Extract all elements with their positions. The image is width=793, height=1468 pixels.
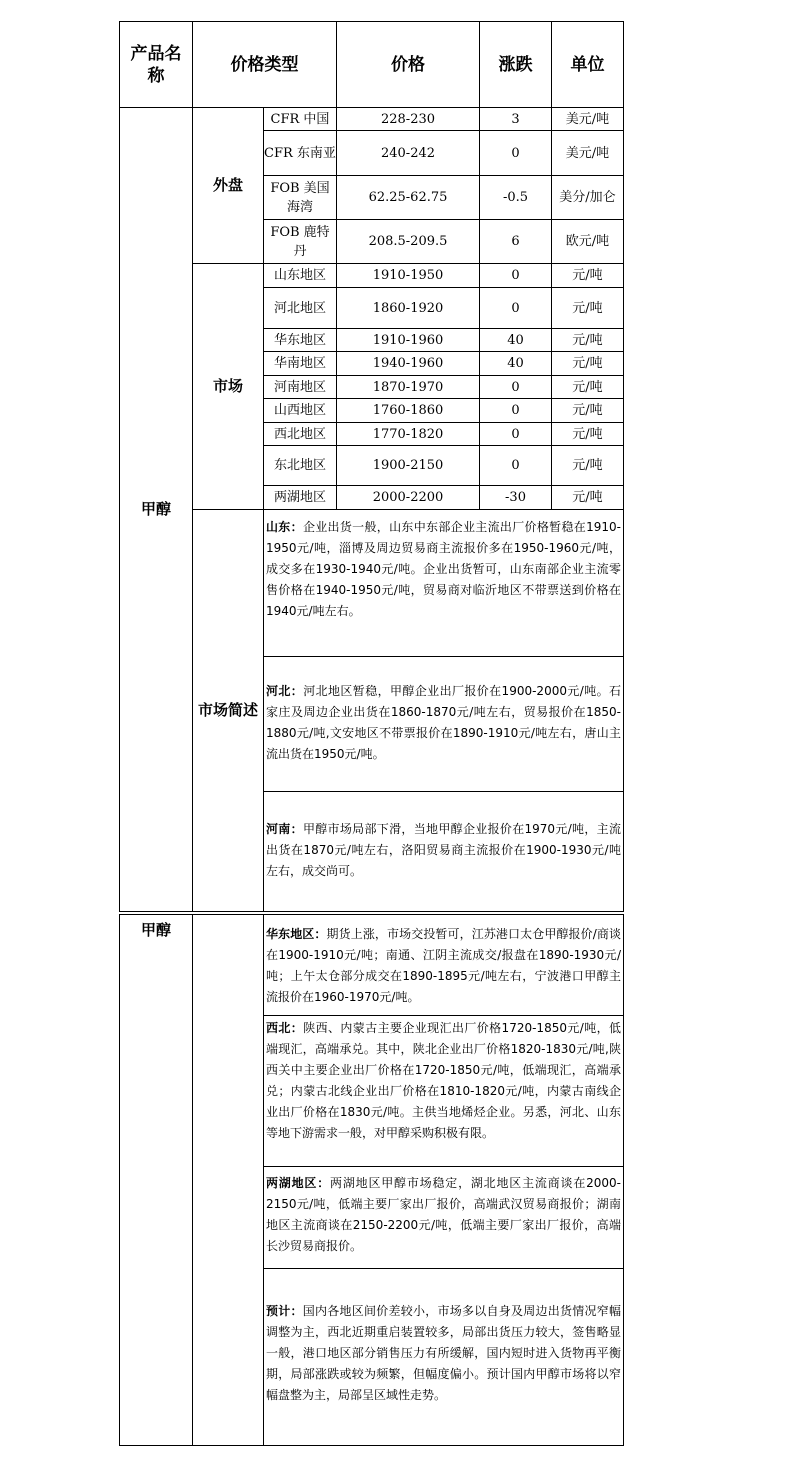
market-row-unit: 元/吨 <box>572 403 603 418</box>
brief-shandong <box>264 517 623 622</box>
market-row-unit: 元/吨 <box>572 426 603 442</box>
market-row-unit: 元/吨 <box>572 332 603 348</box>
brief-forecast <box>264 1301 623 1406</box>
group-market: 市场 <box>212 377 243 395</box>
brief-hebei <box>264 681 623 765</box>
outer-row-change: 6 <box>511 234 520 249</box>
market-row-name: 河北地区 <box>273 300 326 316</box>
market-row-unit: 元/吨 <box>572 458 603 473</box>
header-price-type: 价格类型 <box>230 54 299 75</box>
brief-northwest <box>264 1018 623 1144</box>
market-row-price: 1940-1960 <box>372 356 444 371</box>
market-row-change: 0 <box>511 379 520 395</box>
brief-text: 河北地区暂稳，甲醇企业出厂报价在1900-2000元/吨。石家庄及周边企业出货在1860-1870元/吨左右，贸易报价在1850-1880元/吨,文安地区不带票报价在1890-1910元/吨左右，唐山主流出货在1950元/吨。 <box>266 684 621 761</box>
outer-row-unit: 美元/吨 <box>565 145 610 161</box>
outer-row-change: 0 <box>511 145 520 161</box>
brief-label: 河南： <box>266 822 303 836</box>
outer-row-price: 208.5-209.5 <box>368 234 448 249</box>
market-row-change: 0 <box>511 268 520 283</box>
market-row-price: 2000-2200 <box>372 490 444 505</box>
outer-row-unit: 美元/吨 <box>565 111 610 127</box>
outer-row-name: CFR 中国 <box>270 111 330 127</box>
market-row-unit: 元/吨 <box>572 490 603 505</box>
brief-text: 两湖地区甲醇市场稳定，湖北地区主流商谈在2000-2150元/吨，低端主要厂家出厂报价，高端武汉贸易商报价；湖南地区主流商谈在2150-2200元/吨，低端主要厂家出厂报价，高端长沙贸易商报价。 <box>266 1176 621 1253</box>
header-change: 涨跌 <box>498 54 533 75</box>
market-row-change: 0 <box>511 300 520 316</box>
brief-text: 企业出货一般，山东中东部企业主流出厂价格暂稳在1910-1950元/吨，淄博及周边贸易商主流报价多在1950-1960元/吨，成交多在1930-1940元/吨。企业出货暂可，山东南部企业主流零售价格在1940-1950元/吨，贸易商对临沂地区不带票送到价格在1940元/吨左右。 <box>266 520 621 618</box>
outer-row-price: 62.25-62.75 <box>368 190 448 205</box>
market-row-unit: 元/吨 <box>572 356 603 371</box>
market-row-name: 山西地区 <box>273 403 326 418</box>
market-row-name: 东北地区 <box>273 458 326 473</box>
brief-text: 陕西、内蒙古主要企业现汇出厂价格1720-1850元/吨，低端现汇，高端承兑。其中，陕北企业出厂价格1820-1830元/吨,陕西关中主要企业出厂价格在1720-1850元/吨，低端现汇，高端承兑；内蒙古北线企业出厂价格在1810-1820元/吨，内蒙古南线企业出厂价格在1830元/吨。主供当地烯烃企业。另悉，河北、山东等地下游需求一般，对甲醇采购积极有限。 <box>266 1021 621 1140</box>
outer-row-change: -0.5 <box>502 190 529 205</box>
header-product-name: 产品名称 <box>130 43 182 86</box>
market-row-name: 华东地区 <box>273 332 326 348</box>
product-name-cell-2: 甲醇 <box>140 920 171 939</box>
header-price: 价格 <box>391 54 425 75</box>
outer-row-name: FOB 鹿特丹 <box>270 224 330 259</box>
market-row-change: 40 <box>507 332 524 348</box>
outer-row-name: CFR 东南亚 <box>264 145 336 161</box>
market-row-change: 0 <box>511 426 520 442</box>
market-row-name: 两湖地区 <box>273 490 326 505</box>
outer-row-price: 240-242 <box>380 145 436 161</box>
market-row-change: 40 <box>507 356 524 371</box>
brief-text: 期货上涨，市场交投暂可，江苏港口太仓甲醇报价/商谈在1900-1910元/吨；南通、江阴主流成交/报盘在1890-1930元/吨；上午太仓部分成交在1890-1895元/吨左右，宁波港口甲醇主流报价在1960-1970元/吨。 <box>266 927 621 1004</box>
outer-row-price: 228-230 <box>380 111 436 127</box>
market-row-price: 1860-1920 <box>372 300 444 316</box>
market-row-unit: 元/吨 <box>572 379 603 395</box>
market-row-price: 1870-1970 <box>372 379 444 395</box>
market-row-change: 0 <box>511 458 520 473</box>
brief-label: 河北： <box>266 684 304 698</box>
header-unit: 单位 <box>570 54 605 75</box>
outer-row-unit: 美分/加仑 <box>559 190 616 205</box>
market-row-change: -30 <box>505 490 526 505</box>
brief-label: 山东： <box>266 520 303 534</box>
brief-label: 两湖地区： <box>266 1176 331 1190</box>
brief-label: 预计： <box>266 1304 303 1318</box>
market-row-price: 1910-1960 <box>372 332 444 348</box>
market-row-unit: 元/吨 <box>572 300 603 316</box>
brief-text: 国内各地区间价差较小，市场多以自身及周边出货情况窄幅调整为主，西北近期重启装置较多，局部出货压力较大，签售略显一般，港口地区部分销售压力有所缓解，国内短时进入货物再平衡期，局部涨跌或较为频繁，但幅度偏小。预计国内甲醇市场将以窄幅盘整为主，局部呈区域性走势。 <box>266 1304 621 1402</box>
outer-row-unit: 欧元/吨 <box>565 234 610 249</box>
brief-text: 甲醇市场局部下滑，当地甲醇企业报价在1970元/吨，主流出货在1870元/吨左右，洛阳贸易商主流报价在1900-1930元/吨左右，成交尚可。 <box>266 822 621 878</box>
market-row-price: 1900-2150 <box>372 458 444 473</box>
outer-row-name: FOB 美国海湾 <box>270 180 330 215</box>
brief-label: 华东地区： <box>266 927 327 941</box>
market-row-price: 1770-1820 <box>372 426 444 442</box>
market-row-change: 0 <box>511 403 520 418</box>
brief-lianghu <box>264 1173 623 1257</box>
market-row-price: 1910-1950 <box>372 268 444 283</box>
brief-east-china <box>264 924 623 1008</box>
brief-henan <box>264 819 623 882</box>
market-row-unit: 元/吨 <box>572 268 603 283</box>
group-outer: 外盘 <box>212 176 243 194</box>
market-row-price: 1760-1860 <box>372 403 444 418</box>
outer-row-change: 3 <box>511 111 520 127</box>
market-row-name: 山东地区 <box>273 268 326 283</box>
product-name-cell: 甲醇 <box>140 500 171 518</box>
group-brief: 市场简述 <box>197 701 258 719</box>
market-row-name: 华南地区 <box>273 356 326 371</box>
brief-label: 西北： <box>266 1021 304 1035</box>
market-row-name: 河南地区 <box>273 379 326 395</box>
market-row-name: 西北地区 <box>273 426 326 442</box>
